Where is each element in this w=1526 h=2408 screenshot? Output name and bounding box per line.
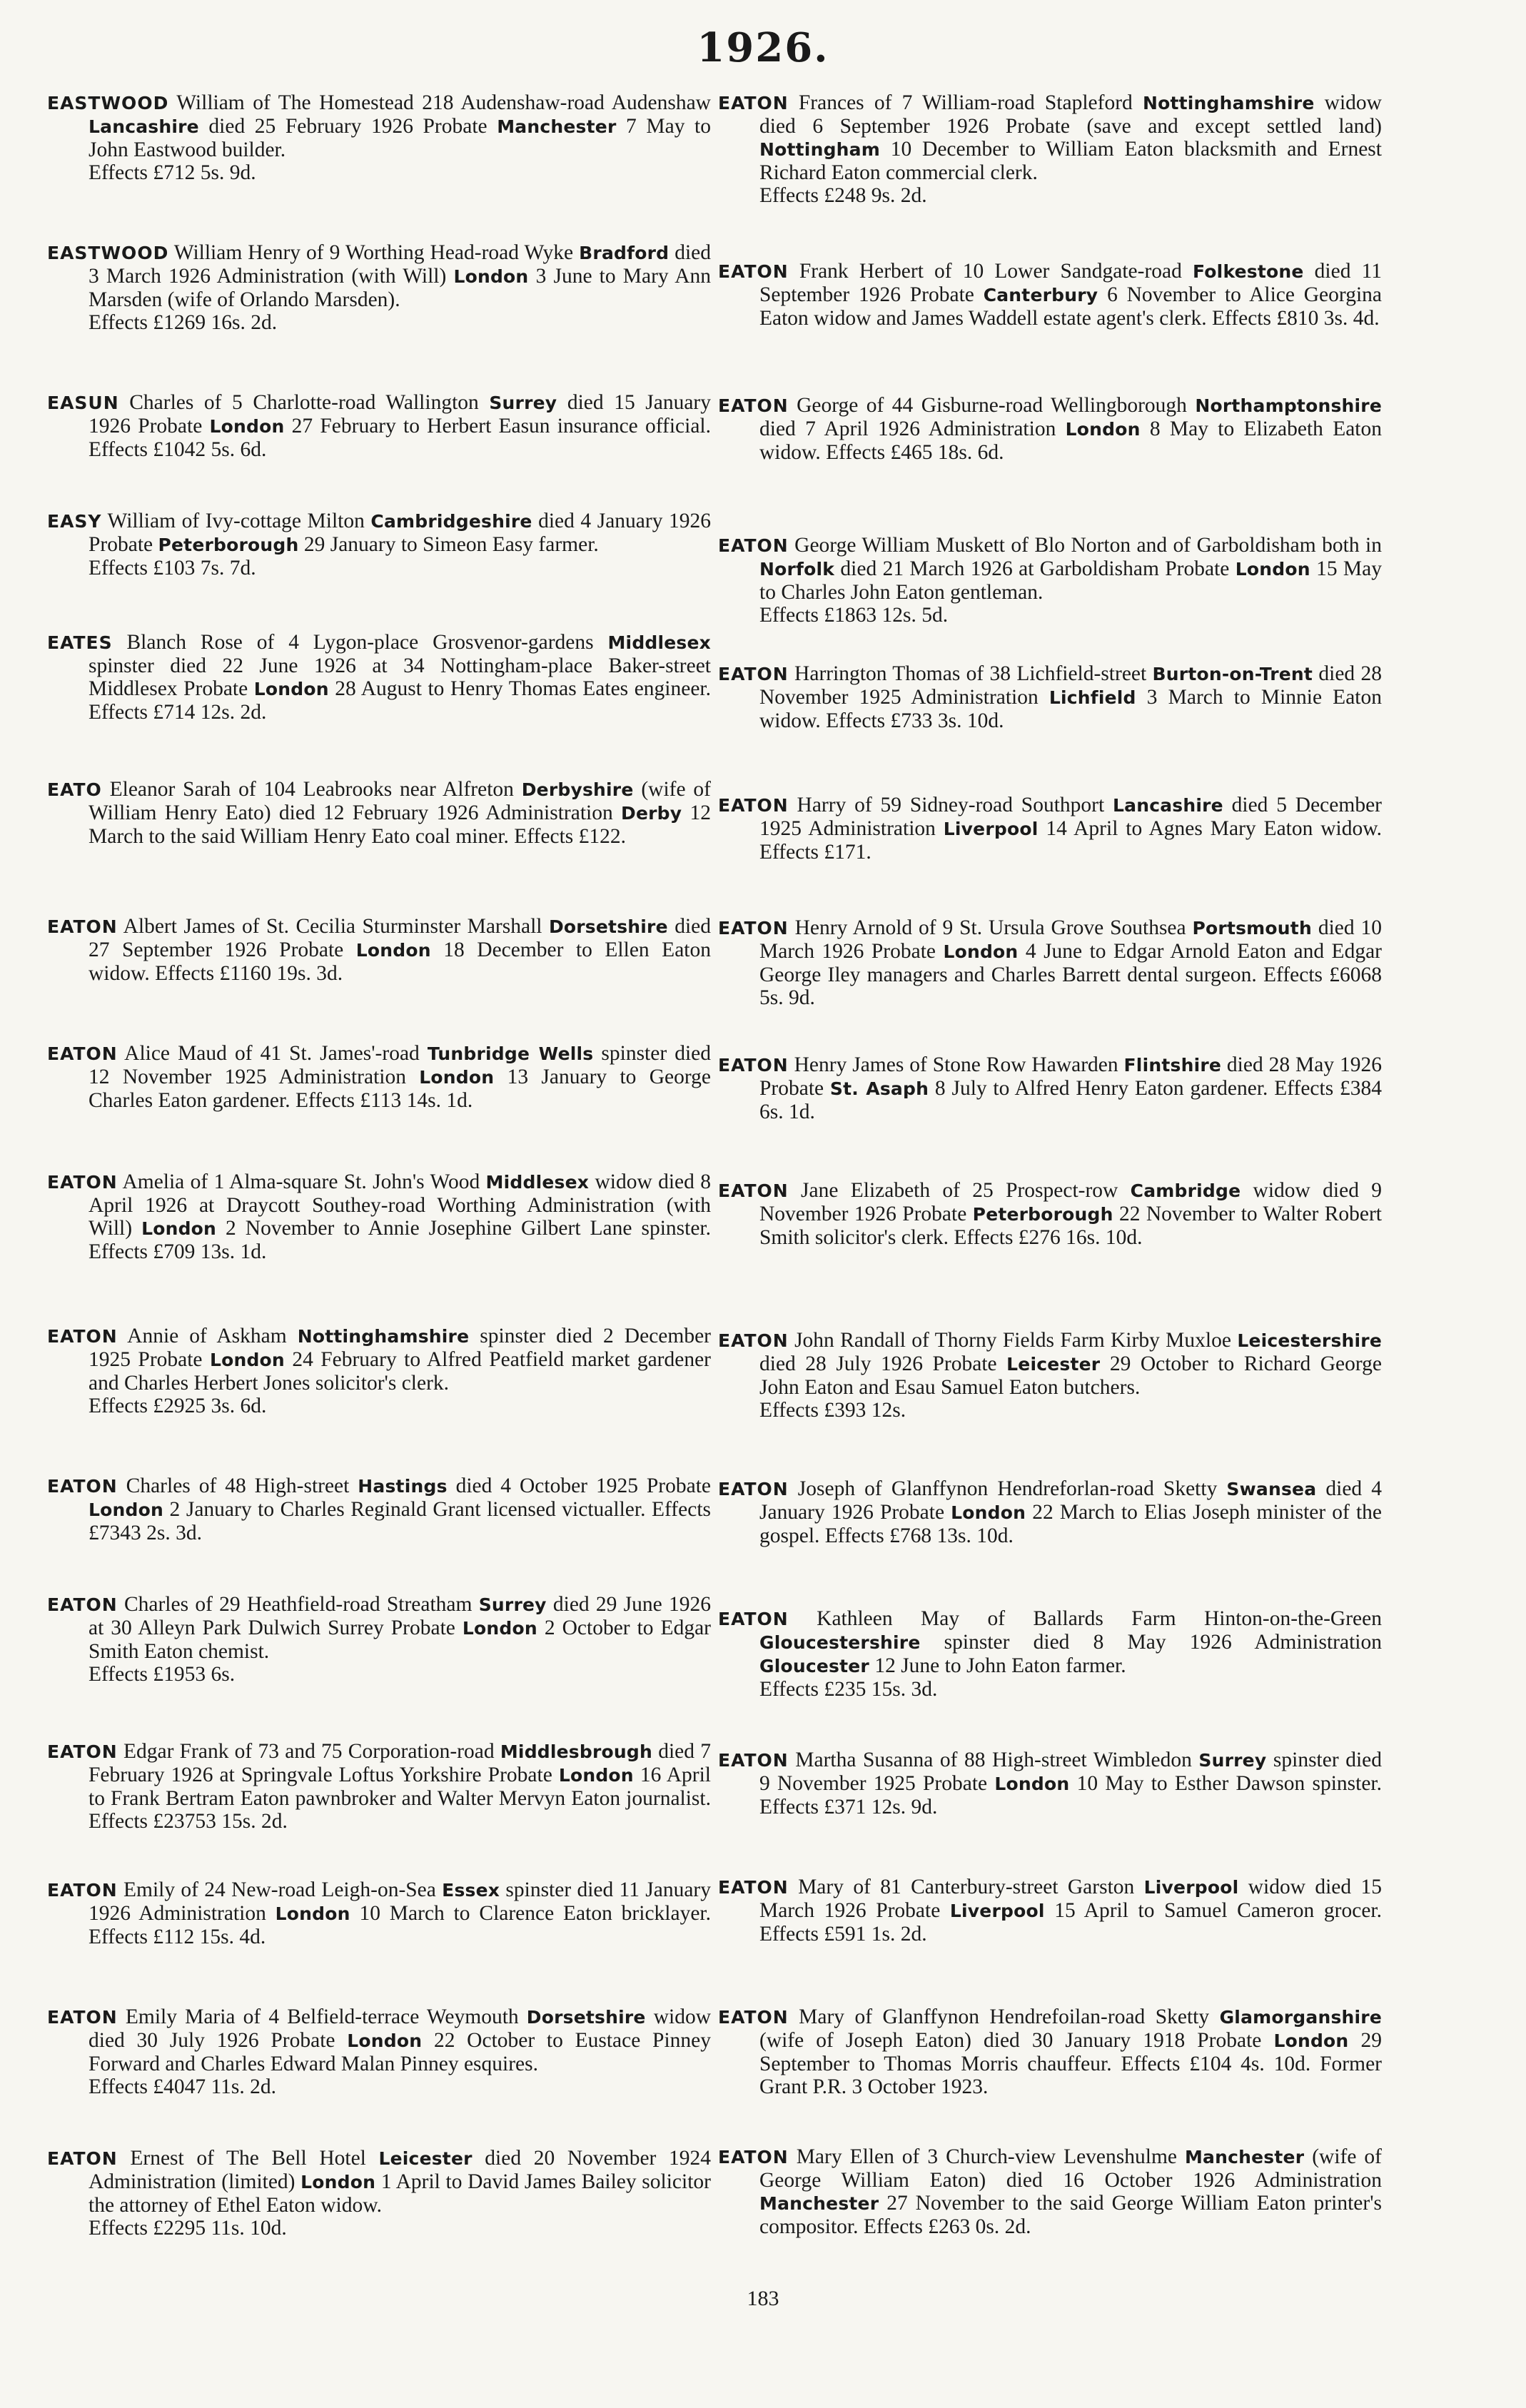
entry-run: 7 May to John Eastwood builder. [89,115,711,161]
place-name: Liverpool [943,819,1039,839]
place-name: Northamptonshire [1195,395,1382,416]
place-name: Folkestone [1193,261,1304,282]
probate-entry [47,631,711,724]
place-name: Surrey [478,1594,547,1615]
place-name: London [943,941,1019,962]
entry-run: died 28 November 1925 Administration [759,662,1382,709]
surname: EATON [718,918,789,939]
entry-run: Charles of 29 Heathfield-road Streatham [117,1593,479,1616]
place-name: London [355,940,431,961]
surname: EATON [718,664,789,684]
probate-entry [718,394,1382,464]
entry-text [47,1740,711,1833]
place-name: Leicestershire [1237,1330,1382,1351]
entry-text [47,1878,711,1948]
probate-entry [718,91,1382,207]
place-name: Swansea [1226,1479,1317,1499]
entry-run: died 4 October 1925 Probate [447,1474,711,1497]
place-name: Glamorganshire [1219,2007,1382,2028]
surname: EASTWOOD [47,93,169,113]
surname: EATON [47,1043,118,1064]
entry-text [47,1593,711,1663]
surname: EATON [718,1479,789,1499]
probate-entry [47,1170,711,1263]
entry-run: 12 March to the said William Henry Eato coal miner. Effects £122. [89,801,711,848]
surname: EATON [718,1750,789,1771]
place-name: Middlesex [607,632,711,653]
entry-run: Henry James of Stone Row Hawarden [788,1053,1124,1076]
probate-entry [47,915,711,985]
probate-entry [718,260,1382,330]
place-name: Flintshire [1123,1055,1222,1076]
effects-value: Effects £712 5s. 9d. [89,161,256,184]
entry-run: (wife of George William Eaton) died 16 October 1926 Administration [759,2145,1382,2192]
entry-run: Albert James of St. Cecilia Sturminster Marshall [117,915,549,938]
probate-entry [718,1477,1382,1547]
effects-value: Effects £393 12s. [759,1399,906,1422]
place-name: Surrey [1198,1750,1267,1771]
place-name: London [453,266,529,287]
effects-value: Effects £2295 11s. 10d. [89,2217,287,2240]
entry-text [47,91,711,161]
entry-text [47,1474,711,1544]
probate-entry [718,1053,1382,1123]
entry-run: Mary Ellen of 3 Church-view Levenshulme [788,2145,1185,2168]
probate-entry [718,1876,1382,1946]
entry-run: Frank Herbert of 10 Lower Sandgate-road [788,260,1193,283]
entry-text [718,794,1382,864]
place-name: London [419,1067,495,1088]
entry-run: widow died 8 April 1926 at Draycott Southey-road Worthing Administration (with Will) [89,1170,711,1240]
place-name: London [89,1499,163,1520]
entry-run: died 4 January 1926 Probate [759,1477,1382,1524]
entry-run: (wife of Joseph Eaton) died 30 January 1918 Probate [759,2029,1274,2052]
entry-run: 29 September to Thomas Morris chauffeur. Effects £104 4s. 10d. Former Grant P.R. 3 October 1923. [759,2029,1382,2098]
entry-run: William of The Homestead 218 Audenshaw-road Audenshaw [168,91,711,114]
surname: EATON [47,2148,118,2169]
place-name: Lancashire [89,116,199,137]
place-name: St. Asaph [829,1078,929,1099]
entry-run: 10 December to William Eaton blacksmith and Ernest Richard Eaton commercial clerk. [759,138,1382,184]
entry-text [47,915,711,985]
probate-entry [47,2005,711,2098]
effects-value: Effects £248 9s. 2d. [759,184,927,207]
entry-run: (wife of William Henry Eato) died 12 February 1926 Administration [89,778,711,824]
entry-run: Martha Susanna of 88 High-street Wimbledon [788,1749,1199,1771]
surname: EATON [718,1877,789,1898]
place-name: Lancashire [1113,795,1223,816]
entry-run: Kathleen May of Ballards Farm Hinton-on-the-Green [788,1607,1382,1630]
entry-run: Eleanor Sarah of 104 Leabrooks near Alfreton [101,778,522,801]
place-name: Middlesex [485,1172,590,1193]
entry-run: died 28 May 1926 Probate [759,1053,1382,1100]
entry-text [47,2005,711,2075]
probate-entry [47,241,711,334]
surname: EATON [47,1172,118,1193]
entry-run: Harry of 59 Sidney-road Southport [788,794,1113,816]
probate-entry [47,391,711,461]
entry-run: 29 October to Richard George John Eaton and Esau Samuel Eaton butchers. [759,1352,1382,1399]
place-name: Portsmouth [1192,918,1312,939]
entry-text [47,510,711,557]
entry-run: Alice Maud of 41 St. James'-road [117,1042,428,1065]
entry-run: 10 March to Clarence Eaton bricklayer. Effects £112 15s. 4d. [89,1902,711,1948]
place-name: Cambridgeshire [370,511,532,532]
place-name: Leicester [378,2148,473,2169]
surname: EATO [47,779,102,800]
effects-value: Effects £1269 16s. 2d. [89,311,278,334]
entry-run: died 15 January 1926 Probate [89,391,711,437]
entry-run: 22 October to Eustace Pinney Forward and Charles Edward Malan Pinney esquires. [89,2029,711,2075]
entry-run: 28 August to Henry Thomas Eates engineer. Effects £714 12s. 2d. [89,677,711,724]
entry-run: died 7 April 1926 Administration [759,418,1066,440]
place-name: Peterborough [972,1204,1113,1225]
entry-run: died 29 June 1926 at 30 Alleyn Park Dulwich Surrey Probate [89,1593,711,1639]
place-name: Gloucester [759,1656,869,1676]
place-name: London [275,1903,350,1924]
place-name: Burton-on-Trent [1152,664,1313,684]
place-name: Cambridge [1130,1180,1241,1201]
surname: EATON [718,1330,789,1351]
place-name: Liverpool [1143,1877,1239,1898]
place-name: Surrey [489,393,557,413]
surname: EATON [718,1180,789,1201]
place-name: Liverpool [949,1901,1045,1921]
entry-run: Blanch Rose of 4 Lygon-place Grosvenor-gardens [112,631,608,654]
place-name: Nottinghamshire [1142,93,1315,113]
surname: EATON [718,795,789,816]
entry-text [718,2145,1382,2238]
place-name: London [253,679,329,699]
surname: EATON [718,535,789,556]
entry-run: 29 January to Simeon Easy farmer. [298,533,599,556]
entry-run: 18 December to Ellen Eaton widow. Effects £1160 19s. 3d. [89,939,711,985]
probate-entry [718,1179,1382,1249]
entry-text [47,1170,711,1263]
entry-run: 22 November to Walter Robert Smith solicitor's clerk. Effects £276 16s. 10d. [759,1203,1382,1249]
entry-run: 8 May to Elizabeth Eaton widow. Effects £465 18s. 6d. [759,418,1383,464]
surname: EATON [47,1476,118,1497]
place-name: London [347,2030,423,2051]
entry-text [718,534,1382,604]
entry-run: Charles of 5 Charlotte-road Wallington [118,391,490,414]
surname: EATON [718,1055,789,1076]
place-name: Norfolk [759,559,835,580]
probate-entry [718,2145,1382,2238]
surname: EATON [47,1594,118,1615]
entry-run: 3 June to Mary Ann Marsden (wife of Orlando Marsden). [89,265,711,311]
surname: EATON [47,1880,118,1901]
place-name: Dorsetshire [526,2007,646,2028]
entry-text [718,1179,1382,1249]
entry-run: 13 January to George Charles Eaton gardener. Effects £113 14s. 1d. [89,1066,711,1112]
probate-entry [718,2005,1382,2098]
entry-run: died 11 September 1926 Probate [759,260,1382,306]
place-name: London [1273,2030,1349,2051]
probate-entry [47,1878,711,1948]
entry-run: spinster died 11 January 1926 Administration [89,1878,711,1925]
entry-run: died 27 September 1926 Probate [89,915,711,961]
probate-entry [718,794,1382,864]
place-name: Derbyshire [521,779,634,800]
entry-run: widow died 30 July 1926 Probate [89,2005,711,2052]
place-name: London [1235,559,1310,580]
entry-run: Ernest of The Bell Hotel [117,2147,379,2170]
entry-run: Emily of 24 New-road Leigh-on-Sea [117,1878,443,1901]
probate-entry [718,662,1382,732]
entry-run: George of 44 Gisburne-road Wellingborough [788,394,1196,417]
surname: EATON [47,1326,118,1347]
entry-run: Jane Elizabeth of 25 Prospect-row [788,1179,1131,1202]
entry-text [718,260,1382,330]
effects-value: Effects £1953 6s. [89,1663,236,1686]
place-name: London [1065,419,1141,440]
place-name: London [951,1502,1026,1523]
entry-run: died 25 February 1926 Probate [198,115,497,138]
entry-run: died 3 March 1926 Administration (with Will) [89,241,711,288]
entry-run: died 21 March 1926 at Garboldisham Probate [834,557,1236,580]
place-name: Dorsetshire [548,916,668,937]
place-name: Peterborough [158,535,299,555]
entry-run: 27 February to Herbert Easun insurance official. Effects £1042 5s. 6d. [89,415,711,461]
entry-run: died 10 March 1926 Probate [759,916,1383,963]
place-name: Canterbury [983,285,1098,305]
entry-run: 24 February to Alfred Peatfield market gardener and Charles Herbert Jones solicitor's clerk. [89,1348,711,1395]
entry-run: 2 January to Charles Reginald Grant licensed victualler. Effects £7343 2s. 3d. [89,1498,711,1544]
surname: EATES [47,632,113,653]
effects-value: Effects £2925 3s. 6d. [89,1395,267,1417]
probate-entry [47,1042,711,1112]
entry-text [47,1042,711,1112]
entry-run: widow died 15 March 1926 Probate [759,1876,1382,1922]
entry-run: 15 May to Charles John Eaton gentleman. [759,557,1382,604]
entry-text [47,1325,711,1395]
entry-run: 2 October to Edgar Smith Eaton chemist. [89,1617,711,1663]
place-name: London [994,1774,1070,1794]
entry-text [718,1053,1382,1123]
surname: EATON [718,1609,789,1629]
surname: EASTWOOD [47,243,169,263]
entry-text [47,241,711,311]
entry-run: spinster died 12 November 1925 Administration [89,1042,712,1088]
entry-run: spinster died 9 November 1925 Probate [759,1749,1383,1795]
entry-run: 16 April to Frank Bertram Eaton pawnbroker and Walter Mervyn Eaton journalist. Effects £23753 15s. 2d. [89,1764,711,1833]
place-name: London [209,416,285,437]
entry-run: died 4 January 1926 Probate [89,510,712,556]
entry-run: Mary of Glanffynon Hendrefoilan-road Sketty [788,2005,1220,2028]
entry-run: 1 April to David James Bailey solicitor the attorney of Ethel Eaton widow. [89,2170,711,2217]
place-name: Nottinghamshire [297,1326,470,1347]
entry-run: William Henry of 9 Worthing Head-road Wyke [168,241,580,264]
entry-text [718,1477,1382,1547]
probate-entry [47,1474,711,1544]
entry-run: Charles of 48 High-street [117,1474,358,1497]
place-name: Manchester [1184,2147,1305,2167]
page-year: 1926. [697,24,829,71]
surname: EASY [47,511,102,532]
probate-entry [47,91,711,184]
entry-run: 2 November to Annie Josephine Gilbert Lane spinster. Effects £709 13s. 1d. [89,1217,711,1263]
entry-text [718,1607,1382,1678]
surname: EATON [718,261,789,282]
entry-text [718,916,1382,1009]
surname: EATON [718,2007,789,2028]
surname: EATON [47,1741,118,1762]
probate-entry [47,1325,711,1417]
surname: EASUN [47,393,119,413]
place-name: Nottingham [759,139,880,160]
entry-text [47,631,711,724]
entry-run: widow died 6 September 1926 Probate (save and except settled land) [759,91,1382,138]
place-name: London [462,1618,537,1639]
entry-run: spinster died 2 December 1925 Probate [89,1325,711,1371]
entry-run: George William Muskett of Blo Norton and of Garboldisham both in [788,534,1382,557]
place-name: Derby [621,803,682,824]
entry-run: 4 June to Edgar Arnold Eaton and Edgar George Iley managers and Charles Barrett dental surgeon. Effects £6068 5s. 9d. [759,940,1382,1009]
entry-run: Frances of 7 William-road Stapleford [788,91,1143,114]
effects-value: Effects £103 7s. 7d. [89,557,256,580]
entry-run: 27 November to the said George William Eaton printer's compositor. Effects £263 0s. 2d. [759,2192,1382,2238]
probate-entry [47,778,711,848]
entry-run: Harrington Thomas of 38 Lichfield-street [788,662,1153,685]
entry-run: 12 June to John Eaton farmer. [869,1654,1126,1677]
place-name: Manchester [497,116,617,137]
effects-value: Effects £1863 12s. 5d. [759,604,949,627]
place-name: Middlesbrough [500,1741,652,1762]
page-number: 183 [747,2287,779,2310]
effects-value: Effects £235 15s. 3d. [759,1678,938,1701]
probate-entry [718,1607,1382,1701]
entry-run: Edgar Frank of 73 and 75 Corporation-road [117,1740,500,1763]
entry-run: 6 November to Alice Georgina Eaton widow and James Waddell estate agent's clerk. Effects £810 3s. 4d. [759,283,1382,330]
probate-entry [718,1329,1382,1422]
entry-run: widow died 9 November 1926 Probate [759,1179,1382,1225]
surname: EATON [718,395,789,416]
place-name: Gloucestershire [759,1632,921,1653]
entry-run: died 20 November 1924 Administration (limited) [89,2147,711,2193]
place-name: Essex [442,1880,500,1901]
place-name: Lichfield [1049,687,1136,708]
entry-run: Amelia of 1 Alma-square St. John's Wood [117,1170,486,1193]
surname: EATON [47,2007,118,2028]
surname: EATON [718,93,789,113]
entry-text [718,1876,1382,1946]
probate-entry [47,1593,711,1686]
probate-entry [47,1740,711,1833]
entry-run: John Randall of Thorny Fields Farm Kirby Muxloe [788,1329,1238,1352]
entry-run: 8 July to Alfred Henry Eaton gardener. Effects £384 6s. 1d. [759,1077,1382,1123]
place-name: Bradford [579,243,669,263]
entry-text [718,1749,1382,1818]
entry-run: Henry Arnold of 9 St. Ursula Grove Southsea [788,916,1193,939]
place-name: London [558,1765,634,1786]
entry-text [47,778,711,848]
entry-run: died 7 February 1926 at Springvale Loftus Yorkshire Probate [89,1740,711,1786]
surname: EATON [718,2147,789,2167]
probate-entry [47,510,711,580]
entry-text [718,2005,1382,2098]
place-name: London [141,1218,217,1239]
surname: EATON [47,916,118,937]
place-name: Tunbridge Wells [427,1043,594,1064]
entry-text [718,91,1382,184]
place-name: London [300,2172,376,2192]
entry-text [718,1329,1382,1399]
entry-run: died 5 December 1925 Administration [759,794,1382,840]
entry-run: died 28 July 1926 Probate [759,1352,1007,1375]
entry-text [718,394,1382,464]
place-name: Hastings [358,1476,448,1497]
probate-entry [47,2147,711,2240]
entry-run: 15 April to Samuel Cameron grocer. Effects £591 1s. 2d. [759,1899,1382,1946]
entry-run: 14 April to Agnes Mary Eaton widow. Effects £171. [759,817,1383,864]
place-name: Manchester [759,2193,879,2214]
probate-entry [718,1749,1382,1818]
entry-run: spinster died 22 June 1926 at 34 Nottingham-place Baker-street Middlesex Probate [89,654,711,700]
entry-text [47,391,711,461]
entry-run: 10 May to Esther Dawson spinster. Effects £371 12s. 9d. [759,1772,1383,1818]
entry-run: 3 March to Minnie Eaton widow. Effects £733 3s. 10d. [759,686,1382,732]
entry-run: William of Ivy-cottage Milton [101,510,371,532]
entry-run: Mary of 81 Canterbury-street Garston [788,1876,1144,1898]
entry-run: 22 March to Elias Joseph minister of the gospel. Effects £768 13s. 10d. [759,1501,1382,1547]
entry-run: spinster died 8 May 1926 Administration [920,1631,1382,1654]
probate-entry [718,534,1382,627]
entry-text [47,2147,711,2217]
entry-text [718,662,1382,732]
entry-run: Emily Maria of 4 Belfield-terrace Weymouth [117,2005,527,2028]
effects-value: Effects £4047 11s. 2d. [89,2075,277,2098]
place-name: Leicester [1006,1354,1101,1375]
entry-run: Annie of Askham [117,1325,298,1347]
place-name: London [209,1350,285,1370]
entry-run: Joseph of Glanffynon Hendreforlan-road Sketty [788,1477,1227,1500]
probate-entry [718,916,1382,1009]
